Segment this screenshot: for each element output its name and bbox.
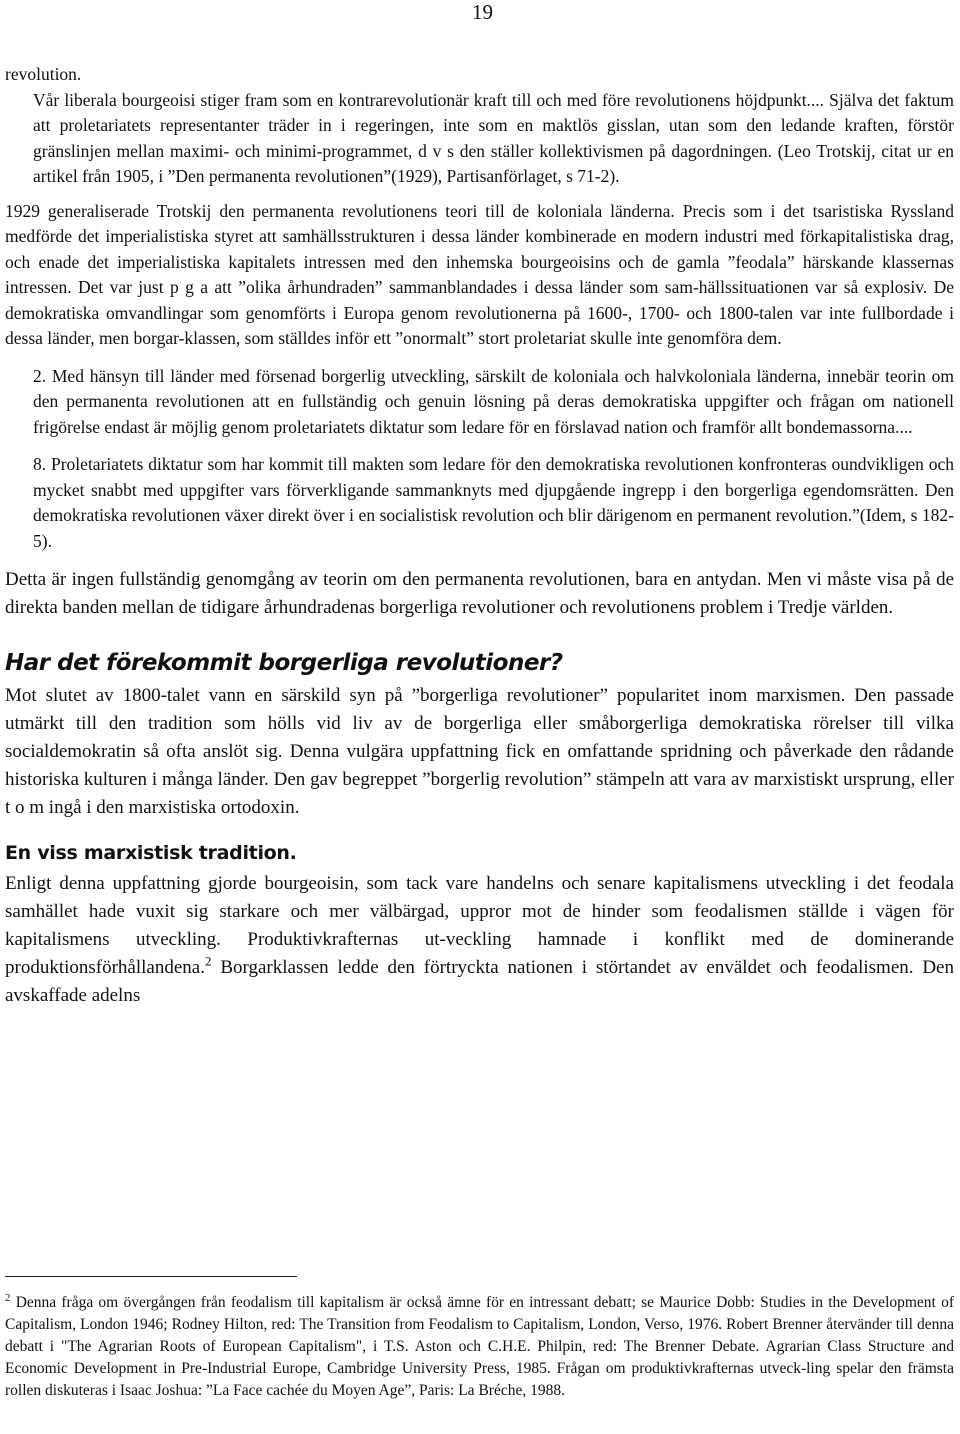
footnote bbox=[5, 1292, 954, 1402]
quote-paragraph: revolution. bbox=[5, 64, 82, 84]
item-number: 8. bbox=[33, 454, 47, 474]
body-paragraph bbox=[5, 870, 954, 1010]
subsection-heading: En viss marxistisk tradition. bbox=[5, 842, 297, 864]
quote-paragraph: Vår liberala bourgeoisi stiger fram som en kontrarevolutionär kraft till och med före revolutionens höjdpunkt.... Själva det faktum att proletariatets representanter träder in i regeringen, inte som en maktlös gisslan, utan som den ledande kraften, förstör gränslinjen mellan maximi- och minimi-programmet, d v s den ställer kollektivismen på dagordningen. (Leo Trotskij, citat ur en artikel från 1905, i ”Den permanenta revolutionen”(1929), Partisanförlaget, s 71-2). bbox=[33, 89, 954, 186]
item-text: Med hänsyn till länder med försenad borgerlig utveckling, särskilt de koloniala och halvkoloniala länderna, innebär teorin om den permanenta revolutionen att en fullständig och genuin lösning på deras demokratiska uppgifter och frågan om nationell frigörelse endast är möjlig genom proletariatets diktatur som ledare för en förslavad nation och framför allt bondemassorna.... bbox=[33, 365, 955, 437]
footnote-divider bbox=[5, 1276, 297, 1277]
paragraph-text: Enligt denna uppfattning gjorde bourgeoisin, som tack vare handelns och senare kapitalismens utveckling i det feodala samhället hade vuxit sig starkare och mer välbärgad, uppror mot de hinder som feodalismen ställde i vägen för kapitalismens utveckling. Produktivkrafternas ut-veckling hamnade i konflikt med de dominerande produktionsförhållandena. bbox=[5, 873, 954, 978]
footnote-number: 2 bbox=[5, 1291, 11, 1304]
paragraph-text: Borgarklassen ledde den förtryckta nationen i störtandet av enväldet och feodalismen. Den avskaffade adelns bbox=[5, 957, 954, 1006]
section-heading: Har det förekommit borgerliga revolutioner? bbox=[5, 650, 563, 676]
body-text bbox=[5, 62, 954, 1010]
footnote-text: Denna fråga om övergången från feodalism till kapitalism är också ämne för en intressant debatt; se Maurice Dobb: Studies in the Development of Capitalism, London 1946; Rodney Hilton, red: The Transition from Feodalism to Capitalism, London, Verso, 1976. Robert Brenner återvänder till denna debatt i "The Agrarian Roots of European Capitalism", i T.S. Aston och C.H.E. Philpin, red: The Brenner Debate. Agrarian Class Structure and Economic Development in Pre-Industrial Europe, Cambridge University Press, 1985. Frågan om produktivkrafternas utveck-ling spelar den främsta rollen diskuteras i Isaac Joshua: ”La Face cachée du Moyen Age”, Paris: La Bréche, 1988. bbox=[5, 1294, 954, 1399]
body-paragraph: Mot slutet av 1800-talet vann en särskild syn på ”borgerliga revolutioner” popularitet inom marxismen. Den passade utmärkt till den tradition som hölls vid liv av de borgerliga eller småborgerliga demokratiska rörelser till vilka socialdemokratin så ofta anslöt sig. Denna vulgära uppfattning fick en omfattande spridning och påverkade den rådande historiska kulturen i många länder. Den gav begreppet ”borgerlig revolution” stämpeln att vara av marxistiskt ursprung, eller t o m ingå i den marxistiska ortodoxin. bbox=[5, 685, 954, 818]
body-paragraph: Detta är ingen fullständig genomgång av teorin om den permanenta revolutionen, bara en antydan. Men vi måste visa på de direkta banden mellan de tidigare århundradenas borgerliga revolutioner och revolutionens problem i Tredje världen. bbox=[5, 569, 954, 618]
item-number: 2. bbox=[33, 365, 47, 386]
quote-paragraph: 1929 generaliserade Trotskij den permanenta revolutionens teori till de koloniala länderna. Precis som i det tsaristiska Ryssland medförde det imperialistiska styret att samhällsstrukturen i dessa länder kombinerade en modern industri med förkapitalistiska drag, och enade det imperialistiska kapitalets intressen med den inhemska bourgeoisins och de gamla ”feodala” härskande klassernas intressen. Det var just p g a att ”olika århundraden” sammanblandades i dessa länder som sam-hällssituationen var så explosiv. De demokratiska omvandlingar som genomförts i Europa genom revolutionerna på 1600-, 1700- och 1800-talen var inte fullbordade i dessa länder, men borgar-klassen, som ställdes inför ett ”onormalt” stort proletariat skulle inte genomföra dem. bbox=[5, 200, 954, 348]
page-number: 19 bbox=[472, 0, 493, 24]
footnote-reference[interactable]: 2 bbox=[204, 953, 212, 969]
quote-numbered-item bbox=[5, 364, 954, 441]
item-text: Proletariatets diktatur som har kommit till makten som ledare för den demokratiska revolutionen konfronteras oundvikligen och mycket snabbt med uppgifter vars förverkligande sammanknyts med djupgående ingrepp i den borgerliga egendomsrätten. Den demokratiska revolutionen växer direkt över i en socialistisk revolution och blir därigenom en permanent revolution.”(Idem, s 182-5). bbox=[33, 454, 955, 551]
quote-numbered-item bbox=[5, 452, 954, 554]
